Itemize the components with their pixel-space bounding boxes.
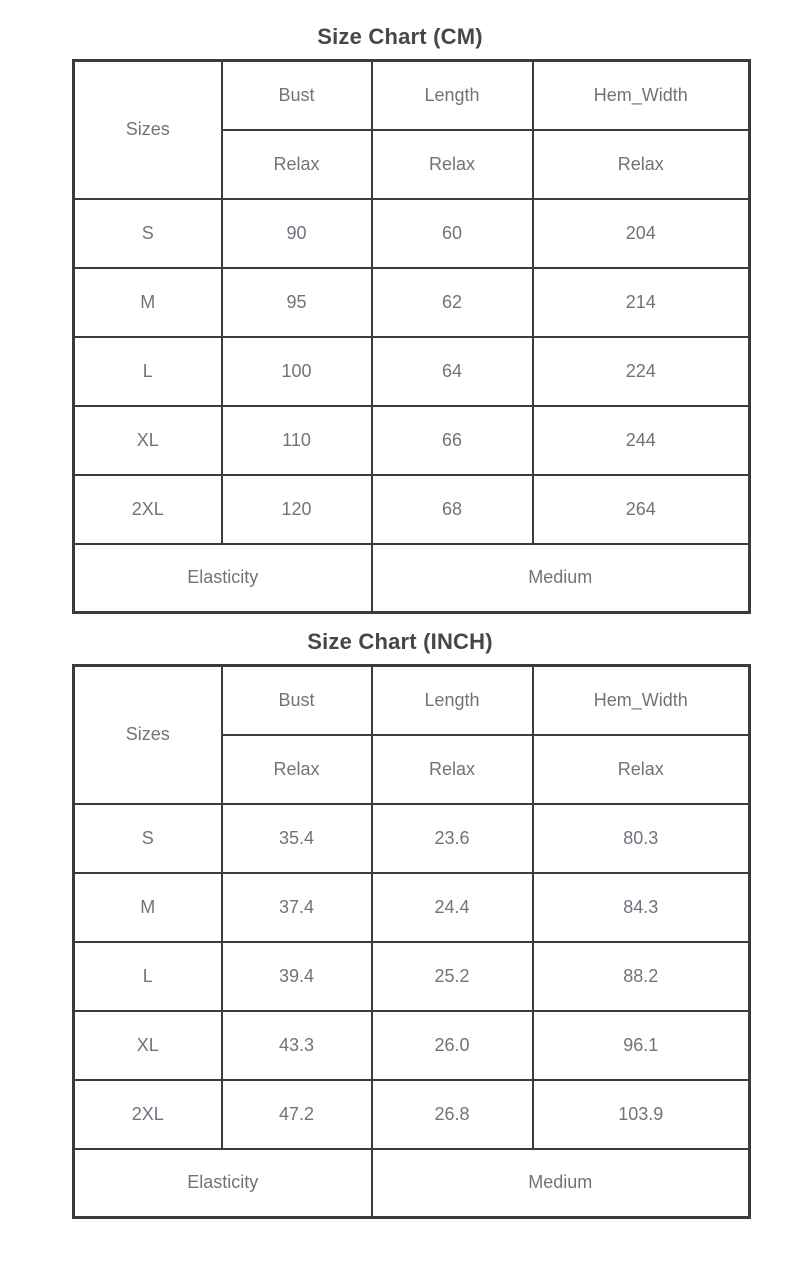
bust-fit-cell: Relax <box>222 130 372 199</box>
table-row <box>74 804 750 873</box>
bust-header-cell: Bust <box>222 666 372 735</box>
length-header-cell: Length <box>372 61 533 130</box>
bust-value-cell: 90 <box>222 199 372 268</box>
size-chart-cm-table <box>72 59 751 614</box>
hem-width-value-cell: 224 <box>533 337 750 406</box>
bust-value-cell: 37.4 <box>222 873 372 942</box>
hem-width-value-cell: 80.3 <box>533 804 750 873</box>
bust-value-cell: 47.2 <box>222 1080 372 1149</box>
table-row <box>74 406 750 475</box>
hem-width-fit-cell: Relax <box>533 735 750 804</box>
bust-value-cell: 100 <box>222 337 372 406</box>
length-fit-cell: Relax <box>372 130 533 199</box>
hem-width-header-cell: Hem_Width <box>533 666 750 735</box>
size-chart-inch-title: Size Chart (INCH) <box>307 629 493 654</box>
table-row <box>74 1011 750 1080</box>
hem-width-value-cell: 84.3 <box>533 873 750 942</box>
elasticity-row <box>74 544 750 613</box>
length-value-cell: 66 <box>372 406 533 475</box>
elasticity-value-cell: Medium <box>372 544 750 613</box>
elasticity-label-cell: Elasticity <box>74 1149 372 1218</box>
hem-width-value-cell: 96.1 <box>533 1011 750 1080</box>
sizes-header-cell: Sizes <box>74 666 222 804</box>
size-cell: L <box>74 337 222 406</box>
length-value-cell: 62 <box>372 268 533 337</box>
header-row-measures <box>74 61 750 130</box>
length-header-cell: Length <box>372 666 533 735</box>
size-cell: M <box>74 268 222 337</box>
hem-width-fit-cell: Relax <box>533 130 750 199</box>
length-value-cell: 25.2 <box>372 942 533 1011</box>
length-fit-cell: Relax <box>372 735 533 804</box>
header-row-measures <box>74 666 750 735</box>
table-row <box>74 1080 750 1149</box>
elasticity-label-cell: Elasticity <box>74 544 372 613</box>
sizes-header-cell: Sizes <box>74 61 222 199</box>
length-value-cell: 68 <box>372 475 533 544</box>
size-cell: S <box>74 199 222 268</box>
size-cell: M <box>74 873 222 942</box>
bust-value-cell: 95 <box>222 268 372 337</box>
bust-fit-cell: Relax <box>222 735 372 804</box>
length-value-cell: 26.0 <box>372 1011 533 1080</box>
hem-width-header-cell: Hem_Width <box>533 61 750 130</box>
size-cell: 2XL <box>74 475 222 544</box>
size-chart-cm-title: Size Chart (CM) <box>317 24 483 49</box>
bust-value-cell: 43.3 <box>222 1011 372 1080</box>
size-chart-inch-table <box>72 664 751 1219</box>
size-cell: XL <box>74 406 222 475</box>
table-row <box>74 475 750 544</box>
bust-value-cell: 120 <box>222 475 372 544</box>
table-row <box>74 873 750 942</box>
hem-width-value-cell: 103.9 <box>533 1080 750 1149</box>
table-row <box>74 268 750 337</box>
hem-width-value-cell: 214 <box>533 268 750 337</box>
bust-value-cell: 35.4 <box>222 804 372 873</box>
bust-value-cell: 110 <box>222 406 372 475</box>
table-row <box>74 337 750 406</box>
bust-value-cell: 39.4 <box>222 942 372 1011</box>
size-cell: 2XL <box>74 1080 222 1149</box>
table-row <box>74 942 750 1011</box>
elasticity-row <box>74 1149 750 1218</box>
hem-width-value-cell: 204 <box>533 199 750 268</box>
hem-width-value-cell: 264 <box>533 475 750 544</box>
table-row <box>74 199 750 268</box>
size-cell: L <box>74 942 222 1011</box>
size-cell: S <box>74 804 222 873</box>
length-value-cell: 64 <box>372 337 533 406</box>
size-cell: XL <box>74 1011 222 1080</box>
length-value-cell: 60 <box>372 199 533 268</box>
elasticity-value-cell: Medium <box>372 1149 750 1218</box>
length-value-cell: 26.8 <box>372 1080 533 1149</box>
bust-header-cell: Bust <box>222 61 372 130</box>
hem-width-value-cell: 244 <box>533 406 750 475</box>
length-value-cell: 24.4 <box>372 873 533 942</box>
length-value-cell: 23.6 <box>372 804 533 873</box>
hem-width-value-cell: 88.2 <box>533 942 750 1011</box>
